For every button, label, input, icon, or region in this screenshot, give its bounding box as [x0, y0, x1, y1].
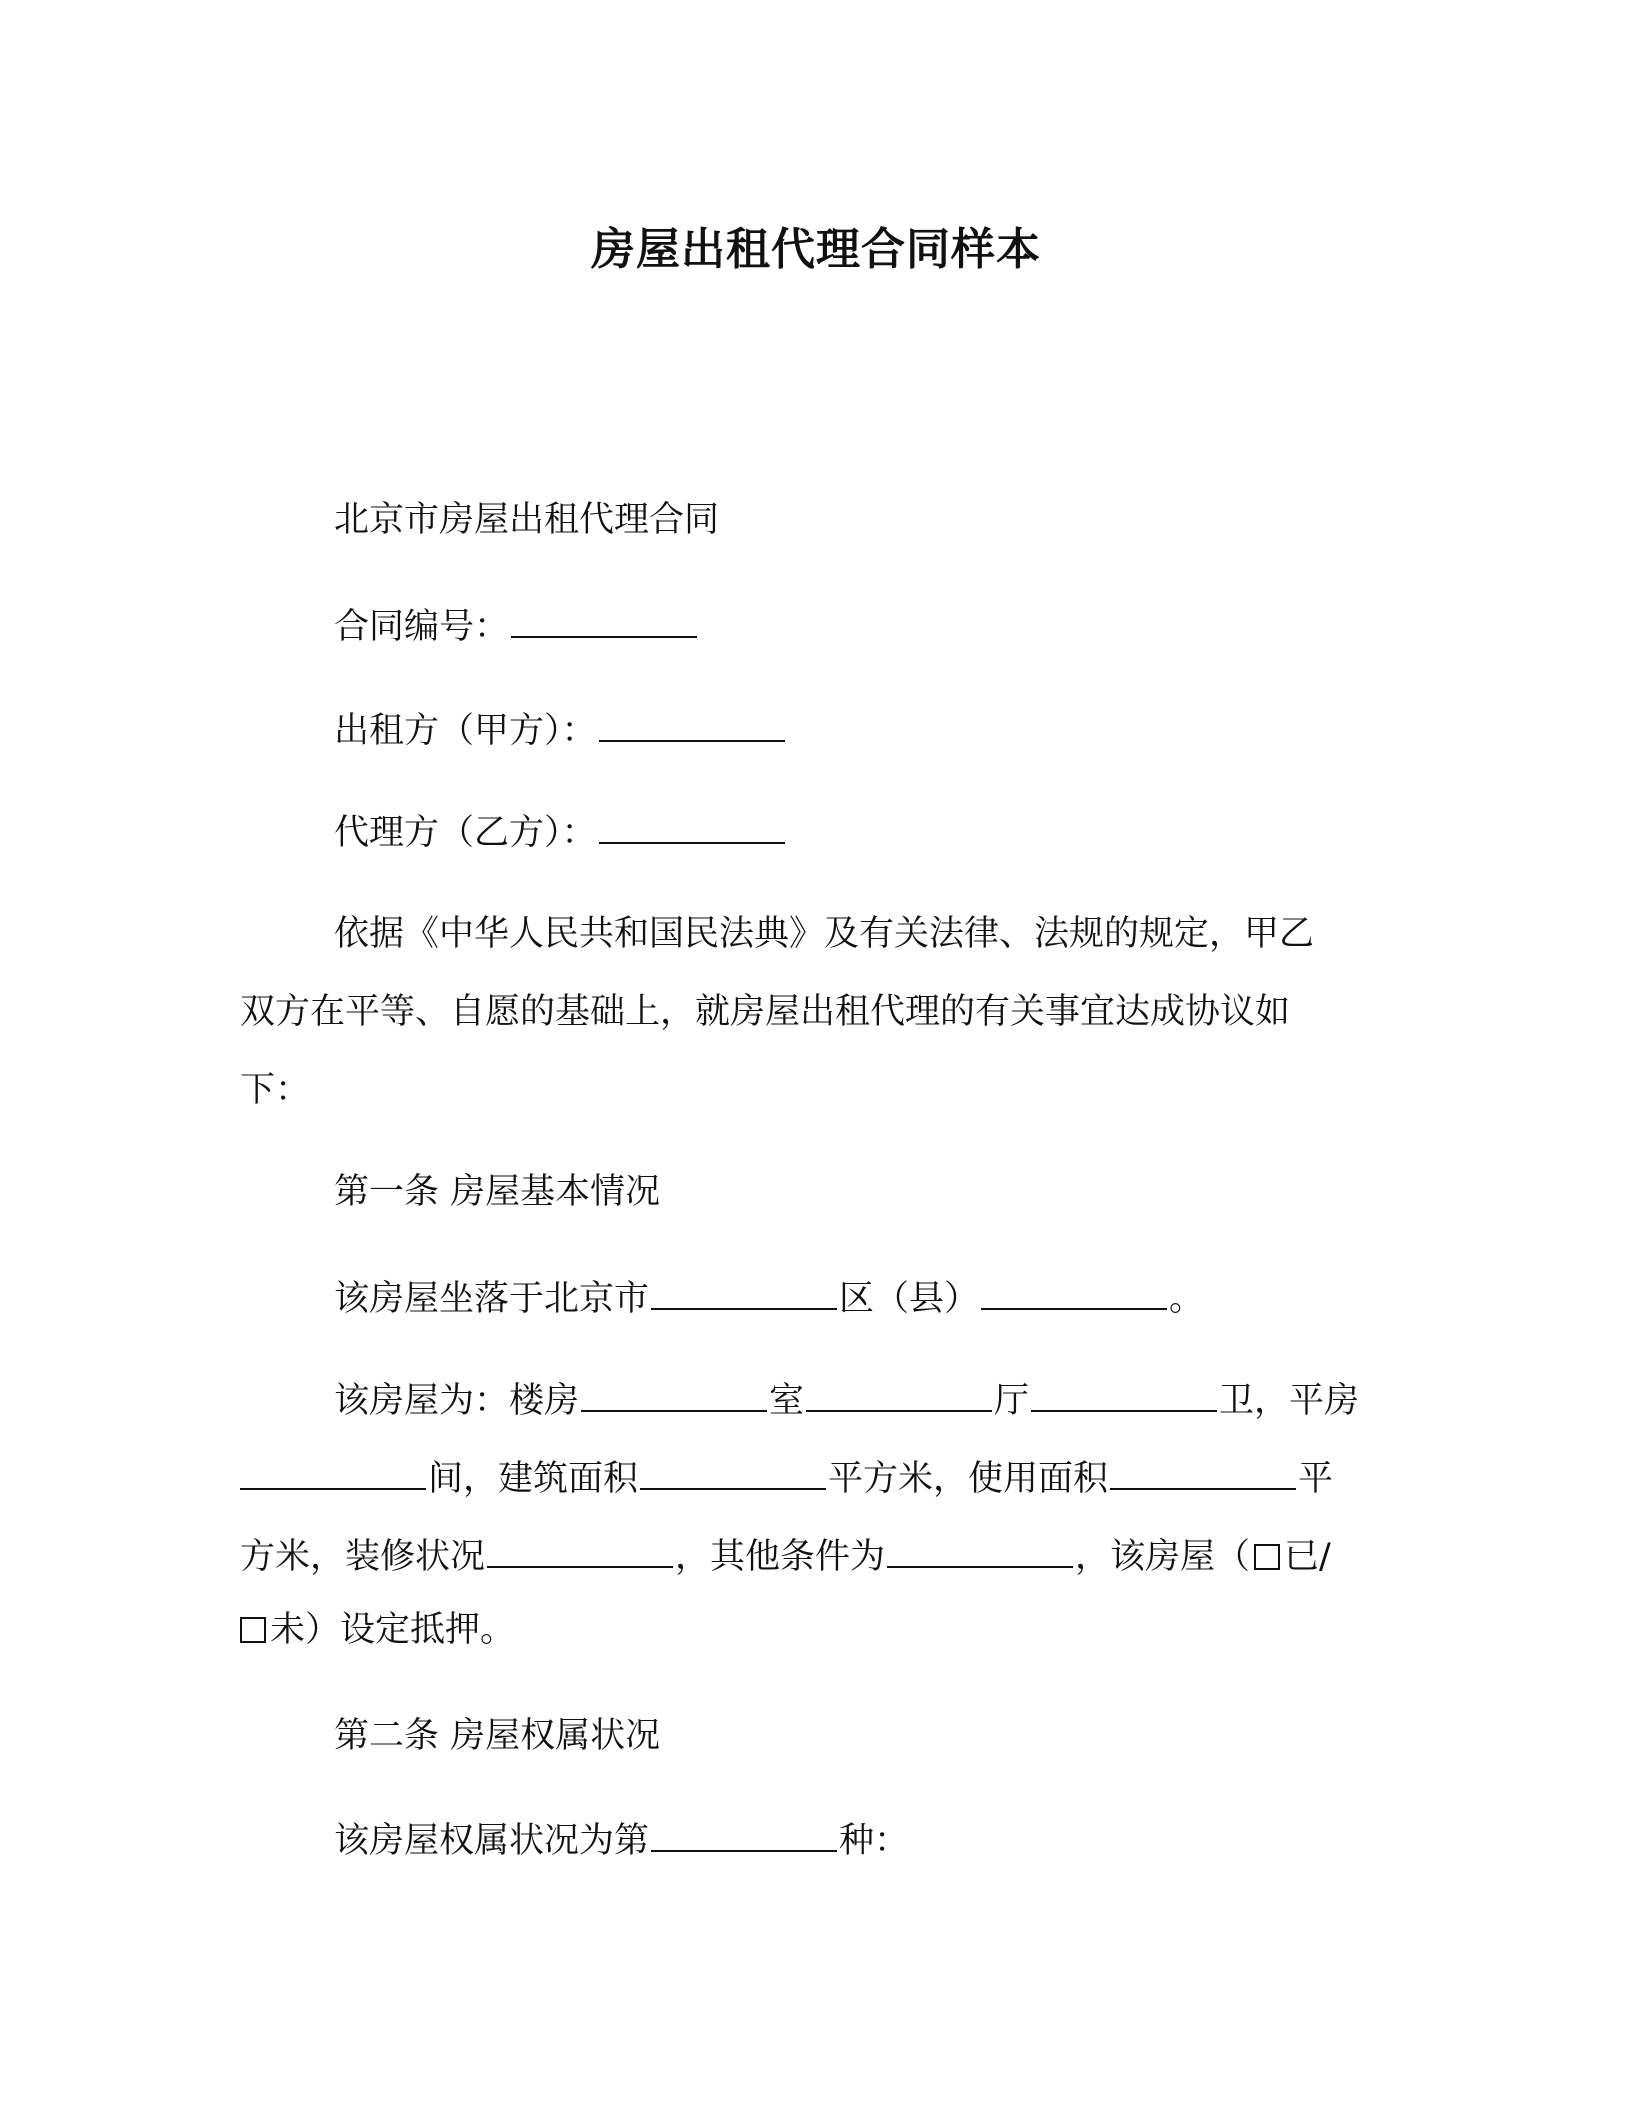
house-desc-text-7: 平 [1298, 1459, 1334, 1499]
ownership-line [334, 1814, 909, 1865]
agent-blank [599, 806, 785, 844]
house-desc-text-5: 间，建筑面积 [428, 1459, 639, 1499]
ownership-type-blank [651, 1814, 837, 1852]
preamble-line-2: 双方在平等、自愿的基础上，就房屋出租代理的有关事宜达成协议如 [240, 992, 1291, 1032]
contract-number-line [334, 600, 699, 651]
district-blank [651, 1272, 837, 1310]
other-conditions-blank [887, 1530, 1073, 1568]
usable-area-blank [1110, 1452, 1296, 1490]
county-blank [981, 1272, 1167, 1310]
house-desc-text-6: 平方米，使用面积 [828, 1459, 1109, 1499]
house-desc-line-3 [240, 1530, 1331, 1581]
document-title: 房屋出租代理合同样本 [591, 224, 1041, 275]
contract-number-label: 合同编号： [334, 607, 510, 647]
house-desc-line-4 [240, 1606, 515, 1654]
lessor-line [334, 704, 787, 755]
bath-count-blank [1031, 1374, 1217, 1412]
house-desc-text-8: 方米，装修状况 [240, 1537, 486, 1577]
house-desc-text-9: ，其他条件为 [675, 1537, 886, 1577]
hall-count-blank [806, 1374, 992, 1412]
house-desc-text-4: 卫，平房 [1219, 1381, 1360, 1421]
room-count-blank [581, 1374, 767, 1412]
mortgaged-checkbox [1254, 1544, 1280, 1570]
preamble-line-1: 依据《中华人民共和国民法典》及有关法律、法规的规定，甲乙 [334, 914, 1315, 954]
house-desc-line-2 [240, 1452, 1333, 1503]
house-desc-text-11: 已/ [1284, 1537, 1331, 1577]
house-desc-text-1: 该房屋为：楼房 [334, 1381, 580, 1421]
preamble-line-3: 下： [240, 1070, 311, 1110]
article-2-heading: 第二条 房屋权属状况 [334, 1716, 661, 1756]
house-desc-text-10: ，该房屋（ [1075, 1537, 1251, 1577]
article-1-heading: 第一条 房屋基本情况 [334, 1172, 661, 1212]
house-desc-text-2: 室 [769, 1381, 805, 1421]
house-desc-line-1 [334, 1374, 1359, 1425]
agent-label: 代理方（乙方）： [334, 813, 597, 853]
location-text-3: 。 [1169, 1279, 1205, 1319]
location-text-2: 区（县） [839, 1279, 980, 1319]
agent-line [334, 806, 787, 857]
ownership-text-1: 该房屋权属状况为第 [334, 1821, 650, 1861]
contract-subtitle: 北京市房屋出租代理合同 [334, 500, 720, 540]
location-line [334, 1272, 1204, 1323]
lessor-blank [599, 704, 785, 742]
decoration-blank [487, 1530, 673, 1568]
not-mortgaged-checkbox [240, 1617, 266, 1643]
house-desc-text-3: 厅 [994, 1381, 1030, 1421]
lessor-label: 出租方（甲方）： [334, 711, 597, 751]
location-text-1: 该房屋坐落于北京市 [334, 1279, 650, 1319]
contract-number-blank [511, 600, 697, 638]
ownership-text-2: 种： [839, 1821, 910, 1861]
bungalow-count-blank [240, 1452, 426, 1490]
building-area-blank [640, 1452, 826, 1490]
house-desc-text-12: 未）设定抵押。 [270, 1610, 516, 1650]
